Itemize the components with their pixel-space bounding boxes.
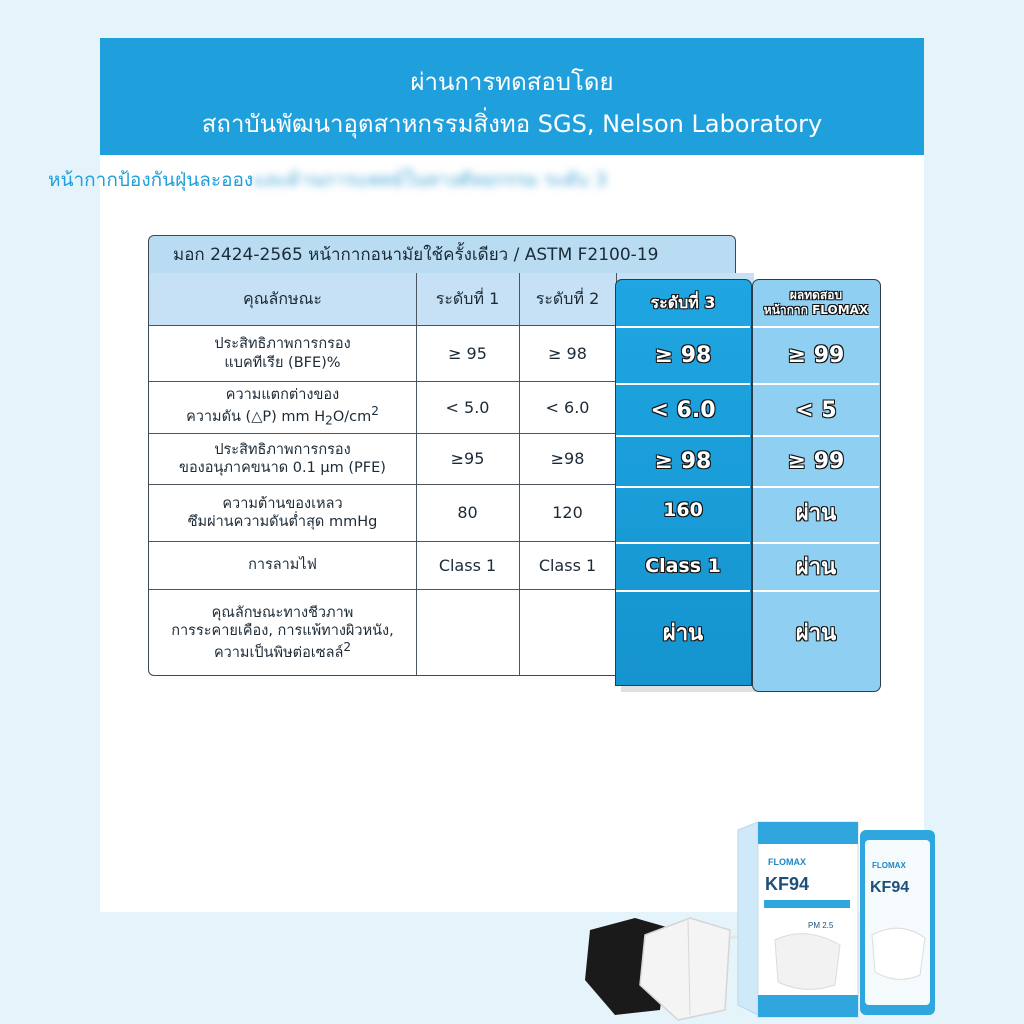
row-bio-line2: การระคายเคือง, การแพ้ทางผิวหนัง, <box>171 623 394 640</box>
col-header-level1: ระดับที่ 1 <box>416 273 519 325</box>
box-model-text: KF94 <box>765 874 810 894</box>
flomax-pressure: < 5 <box>795 397 837 423</box>
flomax-bio: ผ่าน <box>795 620 837 646</box>
row-bio-level2 <box>519 590 616 676</box>
level3-column <box>615 279 752 686</box>
row-bio-label <box>149 590 416 676</box>
pressure-text-a: ความดัน ( <box>186 408 252 425</box>
row-bfe-label <box>149 326 416 381</box>
row-flame-label: การลามไฟ <box>248 557 317 574</box>
sachet-model-text: KF94 <box>870 879 910 896</box>
row-bfe-line1: ประสิทธิภาพการกรอง <box>214 336 351 353</box>
flomax-header <box>753 280 879 326</box>
row-pressure-line1: ความแตกต่างของ <box>225 387 340 404</box>
header-line-1: ผ่านการทดสอบโดย <box>410 68 614 96</box>
standard-title: มอก 2424-2565 หน้ากากอนามัยใช้ครั้งเดียว / ASTM F2100-19 <box>148 235 736 273</box>
row-bfe-level2: ≥ 98 <box>548 343 587 363</box>
row-pressure-label <box>149 382 416 433</box>
box-side <box>738 822 758 1015</box>
flomax-header-line1: ผลทดสอบ <box>789 288 843 302</box>
product-illustration <box>560 810 960 1024</box>
box-brand-text: FLOMAX <box>768 857 806 867</box>
row-pressure-level1: < 5.0 <box>445 397 490 417</box>
level3-pfe: ≥ 98 <box>654 449 712 474</box>
row-pfe-level2: ≥98 <box>550 449 585 468</box>
row-bfe-level1: ≥ 95 <box>448 343 487 363</box>
header-banner <box>100 38 924 155</box>
row-flame-level1: Class 1 <box>438 555 497 575</box>
level3-flame: Class 1 <box>645 555 721 577</box>
row-bio-line3-text: ความเป็นพิษต่อเซลล์ <box>213 644 344 661</box>
row-bio-level1 <box>416 590 519 676</box>
row-pfe-line2: ของอนุภาคขนาด 0.1 μm (PFE) <box>179 460 386 476</box>
pressure-superscript: 2 <box>371 404 379 419</box>
row-pfe-level1: ≥95 <box>450 449 485 468</box>
level3-header: ระดับที่ 3 <box>650 292 716 312</box>
row-pfe-label <box>149 434 416 484</box>
flomax-pfe: ≥ 99 <box>787 449 845 474</box>
product-graphic <box>560 810 960 1024</box>
flomax-fluid: ผ่าน <box>795 500 837 526</box>
row-bio-line1: คุณลักษณะทางชีวภาพ <box>211 604 354 621</box>
row-flame-level2: Class 1 <box>538 555 597 575</box>
box-mask-image <box>775 934 840 990</box>
level3-fluid: 160 <box>663 499 703 521</box>
level3-pressure: < 6.0 <box>650 397 716 423</box>
row-fluid-line1: ความต้านของเหลว <box>222 495 343 512</box>
subtitle-visible: หน้ากากป้องกันฝุ่นละออง <box>48 169 254 191</box>
pressure-text-c: O/cm <box>332 408 372 425</box>
row-pressure-line2 <box>186 404 379 429</box>
header-line-2: สถาบันพัฒนาอุตสาหกรรมสิ่งทอ SGS, Nelson Laboratory <box>201 110 823 138</box>
box-pm-text: PM 2.5 <box>808 921 834 930</box>
subtitle-blurred: และด้านการแพทย์ในทางศัลยกรรม ระดับ 3 <box>253 169 608 191</box>
row-pressure-level2: < 6.0 <box>545 397 590 417</box>
box-bottom-band <box>758 995 858 1017</box>
flomax-column <box>752 279 881 692</box>
sachet-mask-image <box>872 928 925 979</box>
box-top-band <box>758 822 858 844</box>
box-label-band <box>764 900 850 908</box>
pressure-text-b: P) mm H <box>262 408 326 425</box>
flomax-flame: ผ่าน <box>795 554 837 580</box>
row-fluid-level1: 80 <box>457 503 478 522</box>
col-header-property: คุณลักษณะ <box>149 273 416 325</box>
flomax-bfe: ≥ 99 <box>787 343 845 368</box>
row-pfe-line1: ประสิทธิภาพการกรอง <box>214 441 351 458</box>
section-subtitle <box>48 165 607 195</box>
flomax-header-line2: หน้ากาก FLOMAX <box>763 303 869 317</box>
col-header-level2: ระดับที่ 2 <box>519 273 616 325</box>
row-bio-line3 <box>214 640 351 662</box>
delta-symbol: △ <box>251 408 263 425</box>
row-fluid-label <box>149 485 416 541</box>
level3-bfe: ≥ 98 <box>654 343 712 368</box>
pressure-subscript: 2 <box>325 413 333 428</box>
row-bfe-line2: แบคทีเรีย (BFE)% <box>224 354 341 371</box>
sachet-brand-text: FLOMAX <box>872 861 906 870</box>
level3-bio: ผ่าน <box>662 620 704 646</box>
row-fluid-line2: ซึมผ่านความดันต่ำสุด mmHg <box>187 514 378 530</box>
row-fluid-level2: 120 <box>552 503 583 522</box>
row-bio-superscript: 2 <box>343 640 352 655</box>
